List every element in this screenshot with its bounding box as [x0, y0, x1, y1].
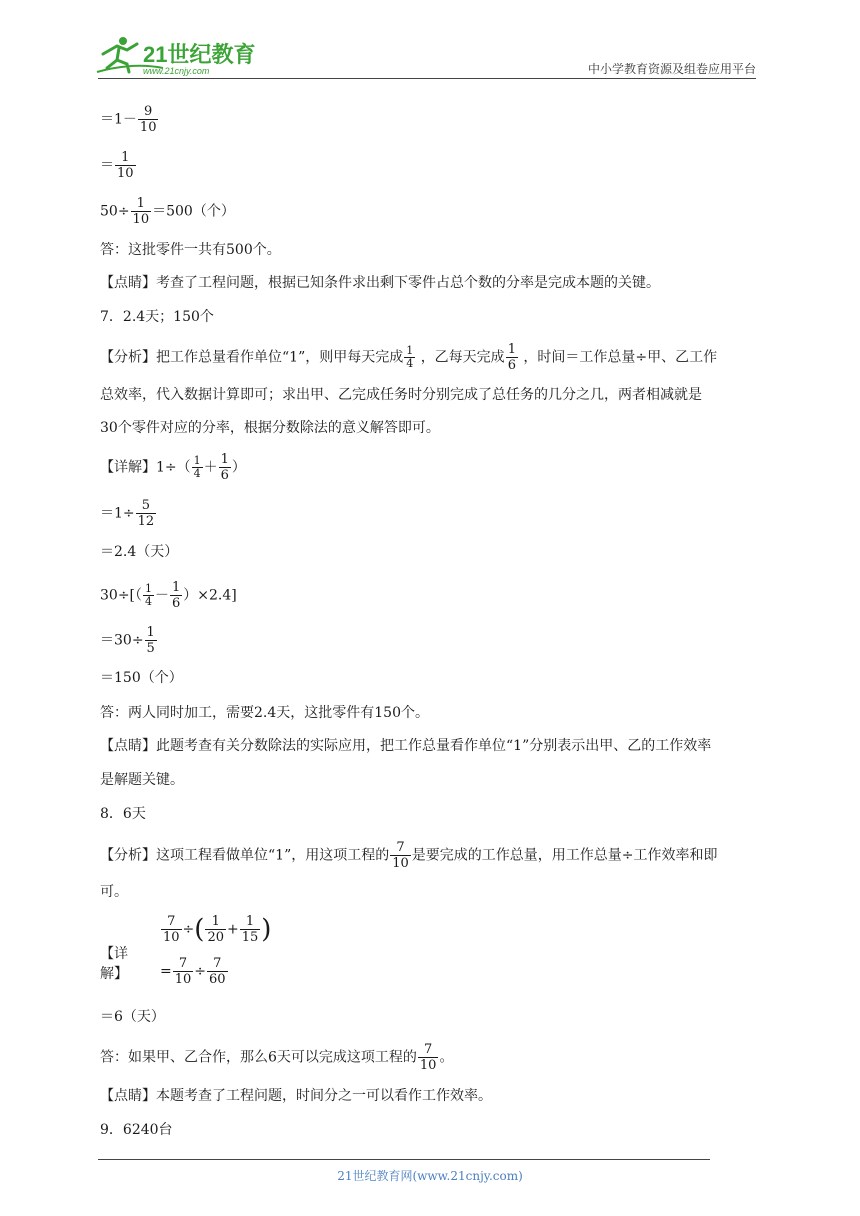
denominator: 15 — [241, 930, 259, 945]
calc-line-3 — [100, 196, 235, 227]
numerator: 1 — [145, 582, 153, 595]
text: ＝500（个） — [152, 203, 235, 220]
detail-line-2 — [100, 498, 157, 529]
footer-link[interactable]: 21世纪教育网(www.21cnjy.com) — [337, 1169, 523, 1183]
denominator: 12 — [137, 514, 155, 529]
analysis-8-line-2: 可。 — [100, 884, 128, 900]
text: 【详解】1÷（ — [100, 459, 191, 476]
fraction — [115, 150, 136, 181]
text: ＝1－ — [100, 111, 137, 128]
detail-line-5 — [100, 625, 158, 656]
comment-line: 【点睛】考查了工程问题，根据已知条件求出剩下零件占总个数的分率是完成本题的关键。 — [100, 275, 660, 291]
denominator: 10 — [419, 1058, 437, 1073]
detail-8-line-2 — [160, 956, 229, 987]
analysis-8-line-1 — [100, 840, 718, 871]
fraction — [192, 455, 203, 480]
analysis-line-3: 30个零件对应的分率，根据分数除法的意义解答即可。 — [100, 420, 440, 436]
text: ＋ — [203, 459, 218, 476]
logo-url-text: www.21cnjy.com — [143, 66, 210, 76]
denominator: 6 — [507, 358, 516, 373]
left-paren-icon: ( — [194, 914, 205, 945]
numerator: 1 — [172, 580, 181, 595]
numerator: 1 — [220, 452, 229, 467]
text: 答：如果甲、乙合作，那么6天可以完成这项工程的 — [100, 1049, 417, 1066]
numerator: 1 — [131, 196, 152, 212]
comment-line-8: 【点睛】本题考查了工程问题，时间分之一可以看作工作效率。 — [100, 1088, 492, 1104]
fraction — [145, 625, 157, 656]
denominator: 5 — [146, 641, 155, 656]
detail-label: 【详解】 — [100, 946, 128, 982]
numerator: 1 — [507, 342, 516, 357]
text: － — [155, 587, 170, 604]
site-logo — [93, 32, 263, 78]
denominator: 10 — [132, 212, 150, 227]
fraction — [131, 196, 152, 227]
fraction — [136, 498, 157, 529]
fraction — [143, 583, 154, 608]
numerator: 7 — [418, 1042, 439, 1058]
question-8-heading: 8．6天 — [100, 806, 146, 822]
detail-line-1 — [100, 452, 246, 483]
comment-line-7b: 是解题关键。 — [100, 772, 184, 788]
answer-line-7: 答：两人同时加工，需要2.4天，这批零件有150个。 — [100, 705, 429, 721]
header-divider — [98, 78, 756, 79]
detail-line-4 — [100, 580, 237, 611]
text: ＝ — [100, 157, 114, 174]
numerator: 5 — [136, 498, 157, 514]
comment-line-7a: 【点睛】此题考查有关分数除法的实际应用，把工作总量看作单位“1”分别表示出甲、乙的工作效率 — [100, 738, 712, 754]
denominator: 4 — [406, 357, 414, 370]
numerator: 9 — [138, 104, 159, 120]
fraction — [418, 1042, 439, 1073]
numerator: 7 — [173, 956, 194, 972]
header-platform-text: 中小学教育资源及组卷应用平台 — [587, 62, 756, 76]
answer-line-8 — [100, 1042, 453, 1073]
text: 【分析】这项工程看做单位“1”，用这项工程的 — [100, 847, 390, 864]
text: 是要完成的工作总量，用工作总量÷工作效率和即 — [411, 847, 718, 864]
text: ） — [231, 459, 246, 476]
fraction — [138, 104, 159, 135]
denominator: 20 — [207, 930, 224, 945]
numerator: 1 — [240, 914, 261, 930]
denominator: 4 — [193, 467, 201, 480]
right-paren-icon: ) — [261, 914, 272, 945]
fraction — [240, 914, 261, 945]
fraction — [205, 914, 226, 945]
fraction — [404, 345, 415, 370]
numerator: 7 — [207, 956, 228, 972]
detail-line-6: ＝150（个） — [100, 670, 183, 686]
numerator: 1 — [205, 914, 226, 930]
denominator: 10 — [174, 972, 192, 987]
denominator: 4 — [145, 595, 153, 608]
numerator: 1 — [406, 344, 414, 357]
fraction — [173, 956, 194, 987]
fraction — [161, 914, 182, 945]
text: 。 — [439, 1049, 454, 1066]
numerator: 1 — [115, 150, 136, 166]
text: ＝30÷ — [100, 632, 144, 649]
answer-line: 答：这批零件一共有500个。 — [100, 242, 281, 258]
fraction — [390, 840, 411, 871]
denominator: 10 — [139, 120, 157, 135]
denominator: 10 — [163, 930, 180, 945]
detail-line-3: ＝2.4（天） — [100, 544, 179, 560]
denominator: 6 — [172, 596, 181, 611]
fraction — [170, 580, 182, 611]
calc-line-1 — [100, 104, 159, 135]
text: 【分析】把工作总量看作单位“1”，则甲每天完成 — [100, 349, 404, 366]
denominator: 6 — [220, 468, 229, 483]
numerator: 7 — [161, 914, 182, 930]
numerator: 7 — [390, 840, 411, 856]
fraction — [219, 452, 231, 483]
text: ，乙每天完成 — [420, 349, 505, 366]
footer-divider — [98, 1159, 710, 1160]
numerator: 1 — [193, 454, 201, 467]
fraction — [207, 956, 228, 987]
question-7-heading: 7．2.4天；150个 — [100, 309, 214, 325]
denominator: 10 — [117, 166, 134, 181]
calc-line-2 — [100, 150, 137, 181]
text: ÷ — [182, 921, 195, 938]
text: + — [226, 921, 239, 938]
text: ＝1÷ — [100, 505, 135, 522]
detail-8-result: ＝6（天） — [100, 1009, 165, 1025]
denominator: 60 — [209, 972, 226, 987]
text: = — [160, 963, 172, 980]
logo-text: 21世纪教育 — [143, 42, 256, 67]
text: 30÷[（ — [100, 587, 143, 604]
analysis-line-1 — [100, 342, 717, 373]
fraction — [506, 342, 518, 373]
question-9-heading: 9．6240台 — [100, 1122, 173, 1138]
text: ）×2.4] — [183, 587, 237, 604]
analysis-line-2: 总效率，代入数据计算即可；求出甲、乙完成任务时分别完成了总任务的几分之几，两者相减就是 — [100, 387, 702, 403]
detail-8-line-1 — [160, 914, 271, 945]
denominator: 10 — [392, 856, 409, 871]
text: 50÷ — [100, 203, 130, 220]
numerator: 1 — [146, 625, 155, 640]
text: ÷ — [194, 963, 207, 980]
text: ，时间＝工作总量÷甲、乙工作 — [523, 349, 718, 366]
